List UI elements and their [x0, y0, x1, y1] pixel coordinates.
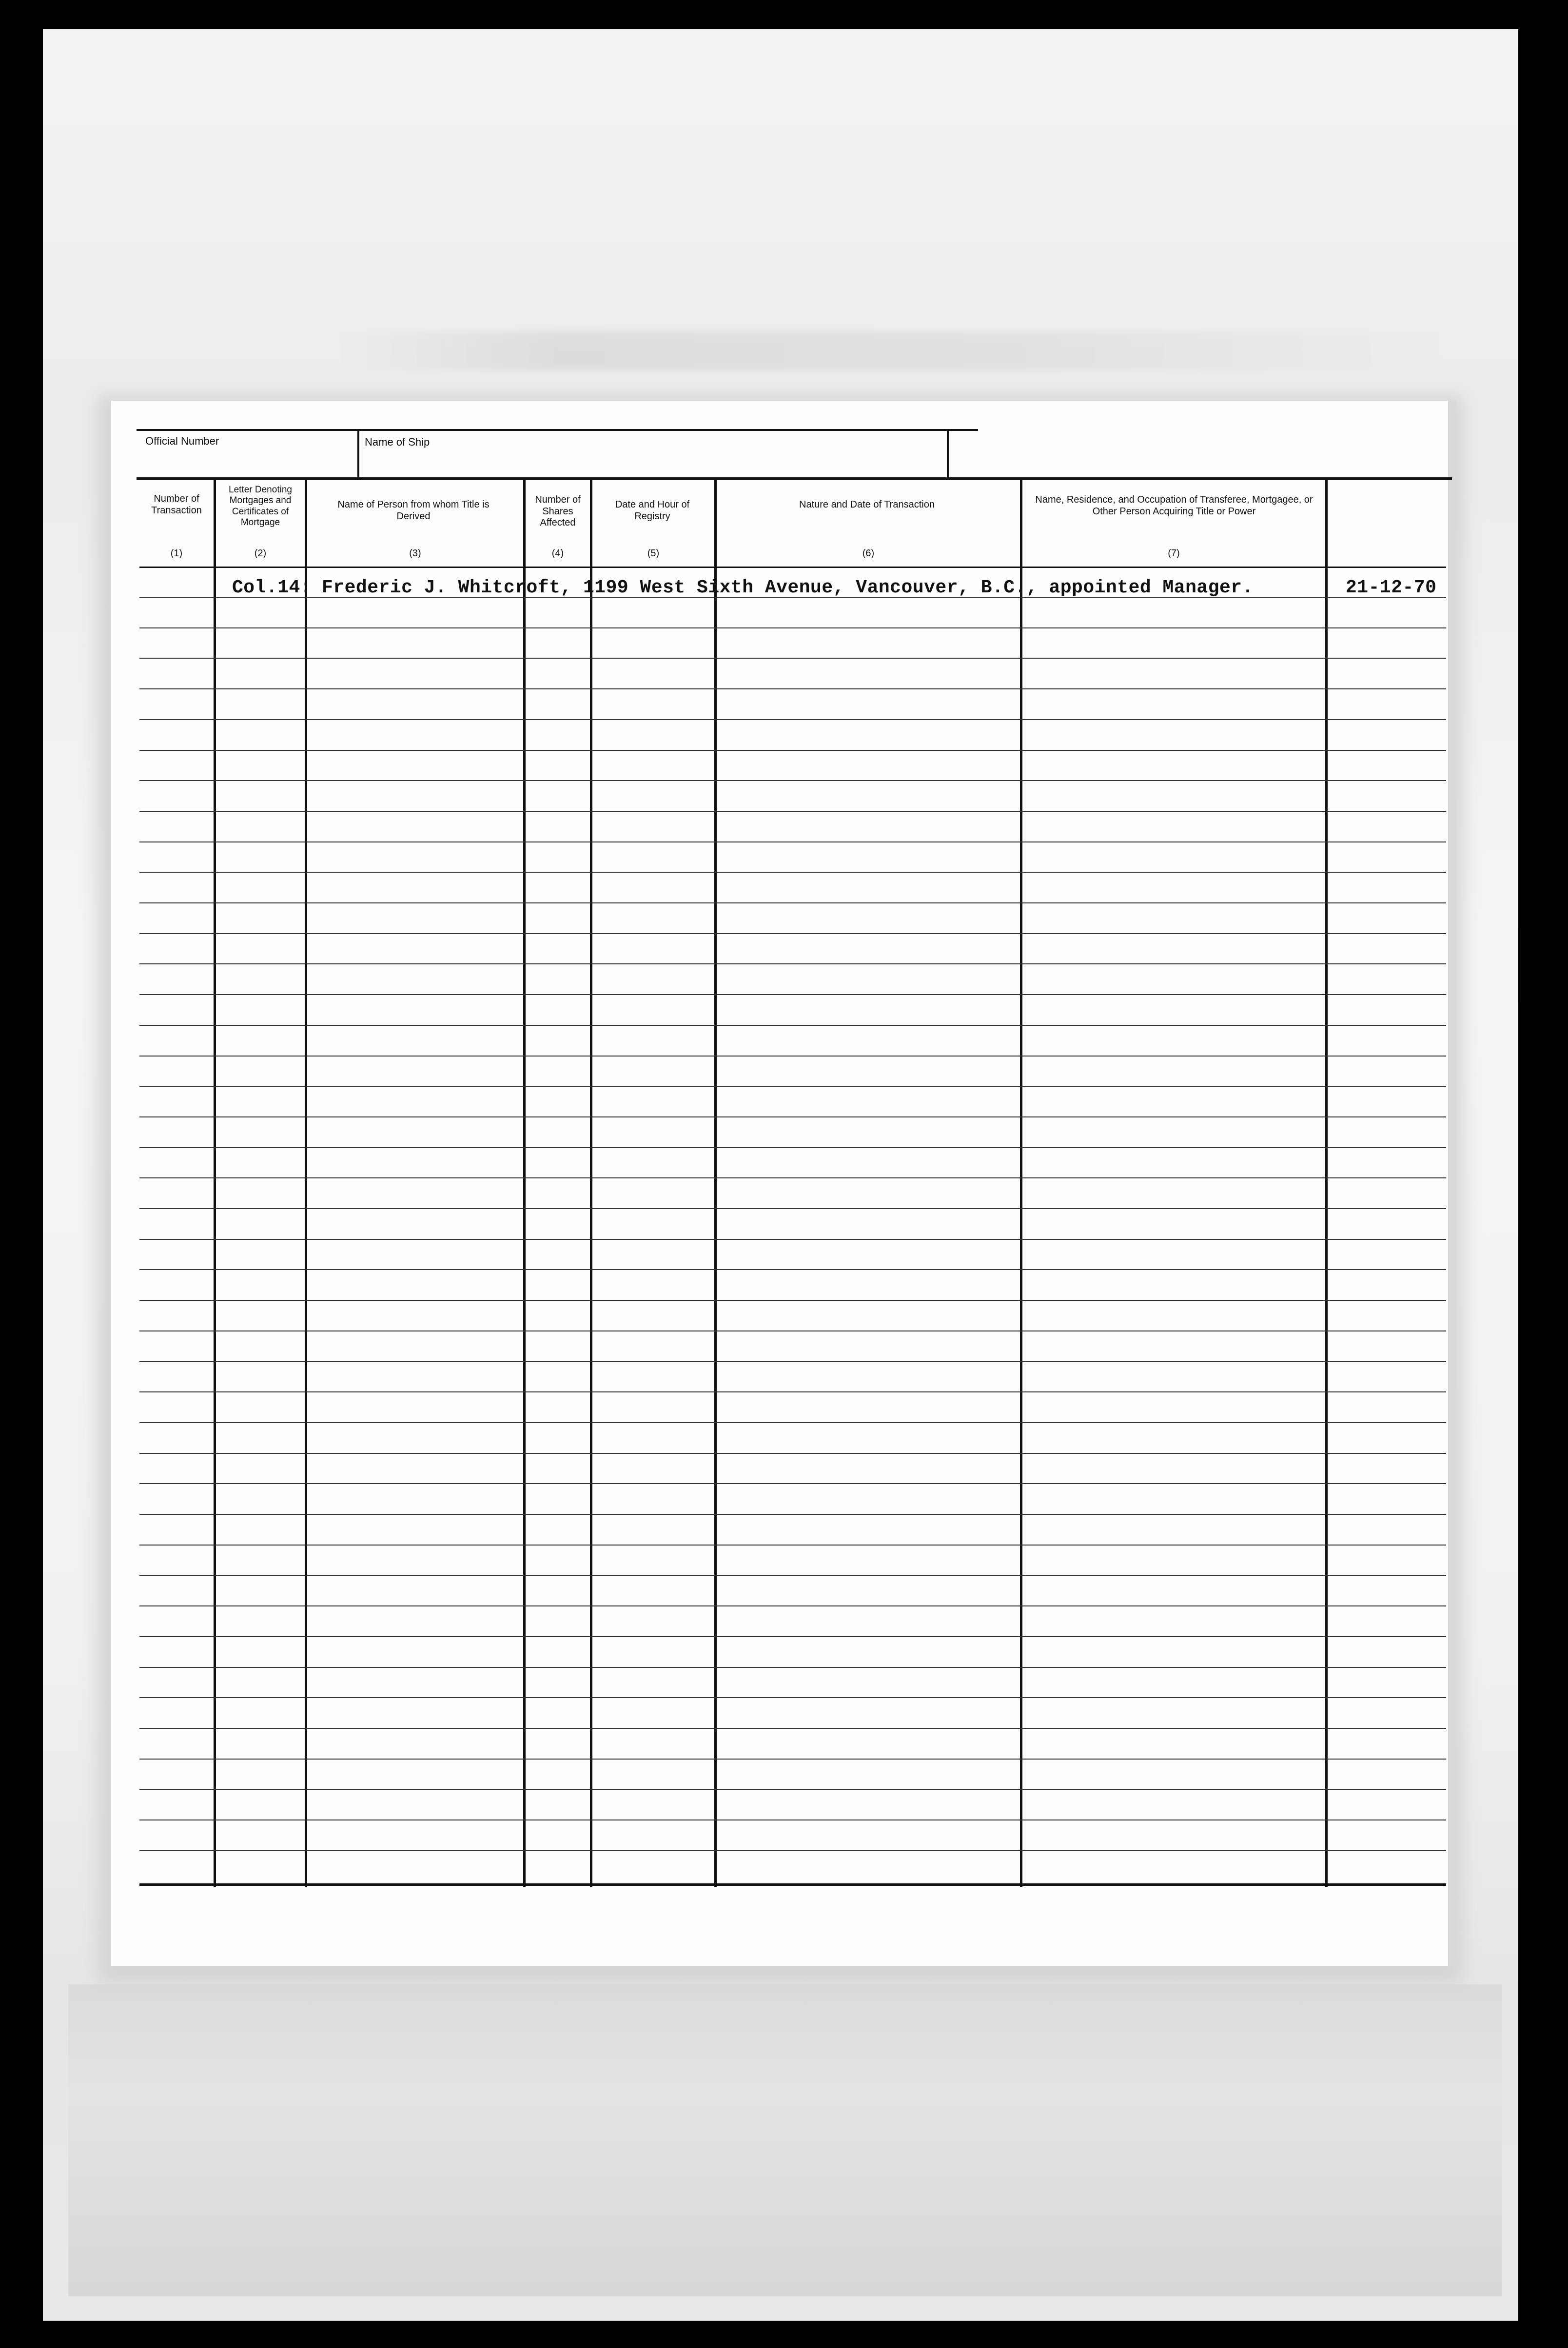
ruled-row-line: [139, 902, 1446, 903]
col-divider-5: [714, 479, 717, 1887]
ruled-row-line: [139, 1300, 1446, 1301]
col-heading-1: Number of Transaction: [151, 493, 202, 516]
ruled-row-line: [139, 1116, 1446, 1117]
ruled-row-line: [139, 1789, 1446, 1790]
ruled-row-line: [139, 1056, 1446, 1057]
lower-scan-band: [68, 1984, 1502, 2296]
ruled-row-line: [139, 994, 1446, 995]
col-divider-6: [1020, 479, 1022, 1887]
col-divider-7: [1325, 479, 1328, 1887]
ruled-row-line: [139, 1605, 1446, 1606]
ruled-row-line: [139, 1697, 1446, 1698]
ruled-row-line: [139, 1483, 1446, 1484]
col-divider-1: [214, 479, 216, 1887]
header-top-rule: [137, 429, 978, 431]
register-page: [111, 401, 1457, 1966]
ruled-row-line: [139, 1239, 1446, 1240]
col-number-6: (6): [862, 548, 875, 559]
col-number-7: (7): [1168, 548, 1180, 559]
col-heading-4: Number of Shares Affected: [535, 494, 581, 528]
ruled-row-line: [139, 1086, 1446, 1087]
ruled-row-line: [139, 1177, 1446, 1178]
ruled-row-line: [139, 1575, 1446, 1576]
bleed-through-shadow: [335, 332, 1457, 371]
ruled-row-line: [139, 1728, 1446, 1729]
heading-bottom-rule: [139, 567, 1446, 568]
col-heading-6: Nature and Date of Transaction: [799, 499, 935, 510]
ruled-row-line: [139, 1147, 1446, 1148]
ruled-row-line: [139, 658, 1446, 659]
ruled-row-line: [139, 1636, 1446, 1637]
col-number-2: (2): [254, 548, 267, 559]
ruled-row-line: [139, 811, 1446, 812]
ruled-row-line: [139, 1850, 1446, 1851]
col-number-1: (1): [170, 548, 183, 559]
ruled-row-line: [139, 872, 1446, 873]
ruled-row-line: [139, 688, 1446, 689]
table-top-rule: [137, 477, 1452, 480]
col-number-5: (5): [647, 548, 660, 559]
ruled-row-line: [139, 719, 1446, 720]
ruled-row-line: [139, 1208, 1446, 1209]
col-heading-3: Name of Person from whom Title is Derived: [337, 499, 490, 522]
col-number-3: (3): [409, 548, 421, 559]
ruled-row-line: [139, 1269, 1446, 1270]
ruled-row-line: [139, 1025, 1446, 1026]
name-of-ship-label: Name of Ship: [365, 436, 430, 448]
ruled-row-line: [139, 1545, 1446, 1546]
ruled-row-line: [139, 750, 1446, 751]
col-divider-2: [305, 479, 307, 1887]
ruled-row-line: [139, 1667, 1446, 1668]
ruled-row-line: [139, 841, 1446, 842]
col-divider-4: [590, 479, 592, 1887]
ruled-row-line: [139, 1514, 1446, 1515]
ruled-row-line: [139, 1759, 1446, 1760]
col-divider-3: [523, 479, 526, 1887]
col-heading-7: Name, Residence, and Occupation of Transferee, Mortgagee, or Other Person Acquiring Title or Power: [1035, 494, 1313, 517]
ruled-row-line: [139, 1391, 1446, 1392]
col-heading-5: Date and Hour of Registry: [615, 499, 690, 522]
ruled-row-line: [139, 1361, 1446, 1362]
header-box-right: [947, 429, 949, 478]
col-number-4: (4): [551, 548, 564, 559]
ruled-row-line: [139, 627, 1446, 628]
entry-text: Frederic J. Whitcroft, 1199 West Sixth Avenue, Vancouver, B.C., appointed Manager.: [322, 577, 1254, 598]
ruled-row-line: [139, 780, 1446, 781]
ruled-row-line: [139, 933, 1446, 934]
entry-column-ref: Col.14:: [232, 577, 312, 598]
col-heading-2: Letter Denoting Mortgages and Certificates of Mortgage: [229, 485, 292, 528]
ruled-row-line: [139, 1453, 1446, 1454]
header-ship-divider: [357, 429, 359, 478]
entry-date: 21-12-70: [1346, 577, 1437, 598]
ruled-row-line: [139, 1422, 1446, 1423]
table-bottom-rule: [139, 1883, 1446, 1886]
official-number-label: Official Number: [145, 435, 219, 447]
ruled-row-line: [139, 963, 1446, 964]
